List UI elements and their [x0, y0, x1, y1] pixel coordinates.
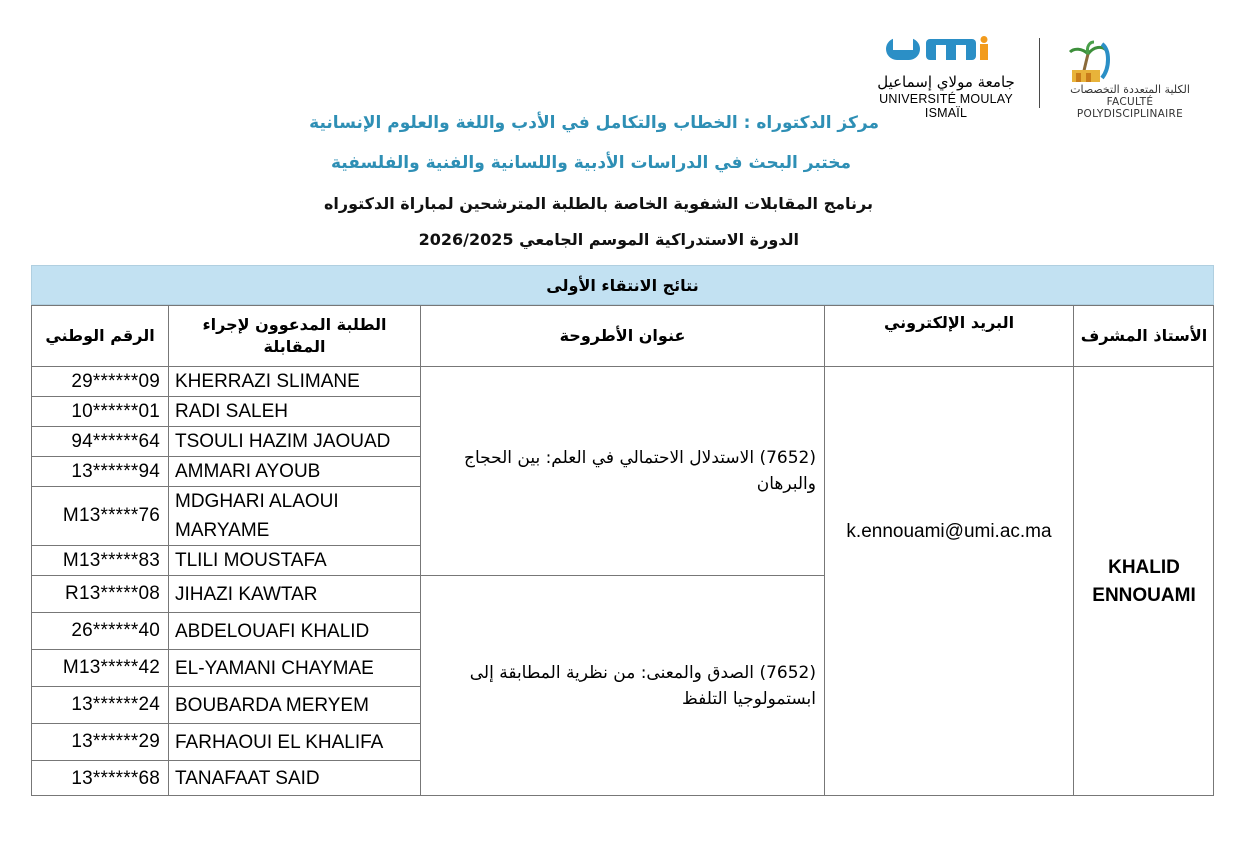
program-title: برنامج المقابلات الشفوية الخاصة بالطلبة المترشحين لمباراة الدكتوراه [323, 194, 873, 213]
session-label: الدورة الاستدراكية الموسم الجامعي [519, 230, 799, 249]
national-id-cell: 94******64 [31, 426, 168, 456]
student-name-cell: KHERRAZI SLIMANE [168, 366, 420, 396]
national-id-cell: 10******01 [31, 396, 168, 426]
session-title [419, 230, 799, 249]
faculty-logo [1064, 40, 1196, 120]
national-id-cell: R13*****08 [31, 575, 168, 612]
faculty-french-name: FACULTÉ POLYDISCIPLINAIRE [1076, 96, 1184, 120]
student-name-cell: TSOULI HAZIM JAOUAD [168, 426, 420, 456]
student-name-cell: ABDELOUAFI KHALID [168, 612, 420, 649]
supervisor-email: k.ennouami@umi.ac.ma [824, 366, 1073, 796]
header-national-id: الرقم الوطني [31, 305, 168, 366]
thesis-code: (7652) [759, 663, 816, 683]
national-id-cell: 13******68 [31, 760, 168, 796]
umi-logo [866, 36, 1026, 120]
palm-tree-icon [1064, 40, 1120, 84]
national-id-cell: M13*****83 [31, 545, 168, 575]
student-name-cell: TLILI MOUSTAFA [168, 545, 420, 575]
student-name-cell: BOUBARDA MERYEM [168, 686, 420, 723]
doctoral-center-title: مركز الدكتوراه : الخطاب والتكامل في الأدب واللغة والعلوم الإنسانية [309, 113, 879, 133]
faculty-arabic-name: الكلية المتعددة التخصصات [1070, 83, 1190, 96]
umi-french-name: UNIVERSITÉ MOULAY ISMAÏL [879, 92, 1013, 120]
national-id-cell: M13*****42 [31, 649, 168, 686]
national-id-cell: M13*****76 [31, 486, 168, 545]
header-students: الطلبة المدعوون لإجراء المقابلة [168, 305, 420, 366]
thesis-title-text: الاستدلال الاحتمالي في العلم: بين الحجاج والبرهان [463, 448, 816, 494]
thesis-title-text: الصدق والمعنى: من نظرية المطابقة إلى ابستمولوجيا التلفظ [469, 663, 816, 709]
student-name-cell: JIHAZI KAWTAR [168, 575, 420, 612]
national-id-cell: 13******29 [31, 723, 168, 760]
student-name-cell: MDGHARI ALAOUI MARYAME [168, 486, 420, 545]
student-name-cell: EL-YAMANI CHAYMAE [168, 649, 420, 686]
results-table [31, 305, 1214, 796]
thesis-title-cell [420, 366, 824, 575]
student-name-cell: FARHAOUI EL KHALIFA [168, 723, 420, 760]
umi-logo-mark [884, 36, 1004, 66]
thesis-title-cell [420, 575, 824, 796]
national-id-cell: 13******94 [31, 456, 168, 486]
thesis-code: (7652) [759, 448, 816, 468]
header-thesis-title: عنوان الأطروحة [420, 305, 824, 366]
student-name-cell: AMMARI AYOUB [168, 456, 420, 486]
national-id-cell: 13******24 [31, 686, 168, 723]
student-name-cell: RADI SALEH [168, 396, 420, 426]
results-banner: نتائج الانتقاء الأولى [31, 265, 1214, 305]
header-supervisor: الأستاذ المشرف [1073, 305, 1214, 366]
national-id-cell: 26******40 [31, 612, 168, 649]
supervisor-name: KHALID ENNOUAMI [1073, 366, 1214, 796]
student-name-cell: TANAFAAT SAID [168, 760, 420, 796]
logo-divider [1039, 38, 1040, 108]
session-year: 2026/2025 [418, 230, 514, 249]
umi-arabic-name: جامعة مولاي إسماعيل [877, 73, 1015, 91]
national-id-cell: 29******09 [31, 366, 168, 396]
header-email: البريد الإلكتروني [824, 305, 1073, 366]
laboratory-title: مختبر البحث في الدراسات الأدبية واللسانية والفنية والفلسفية [330, 153, 851, 173]
